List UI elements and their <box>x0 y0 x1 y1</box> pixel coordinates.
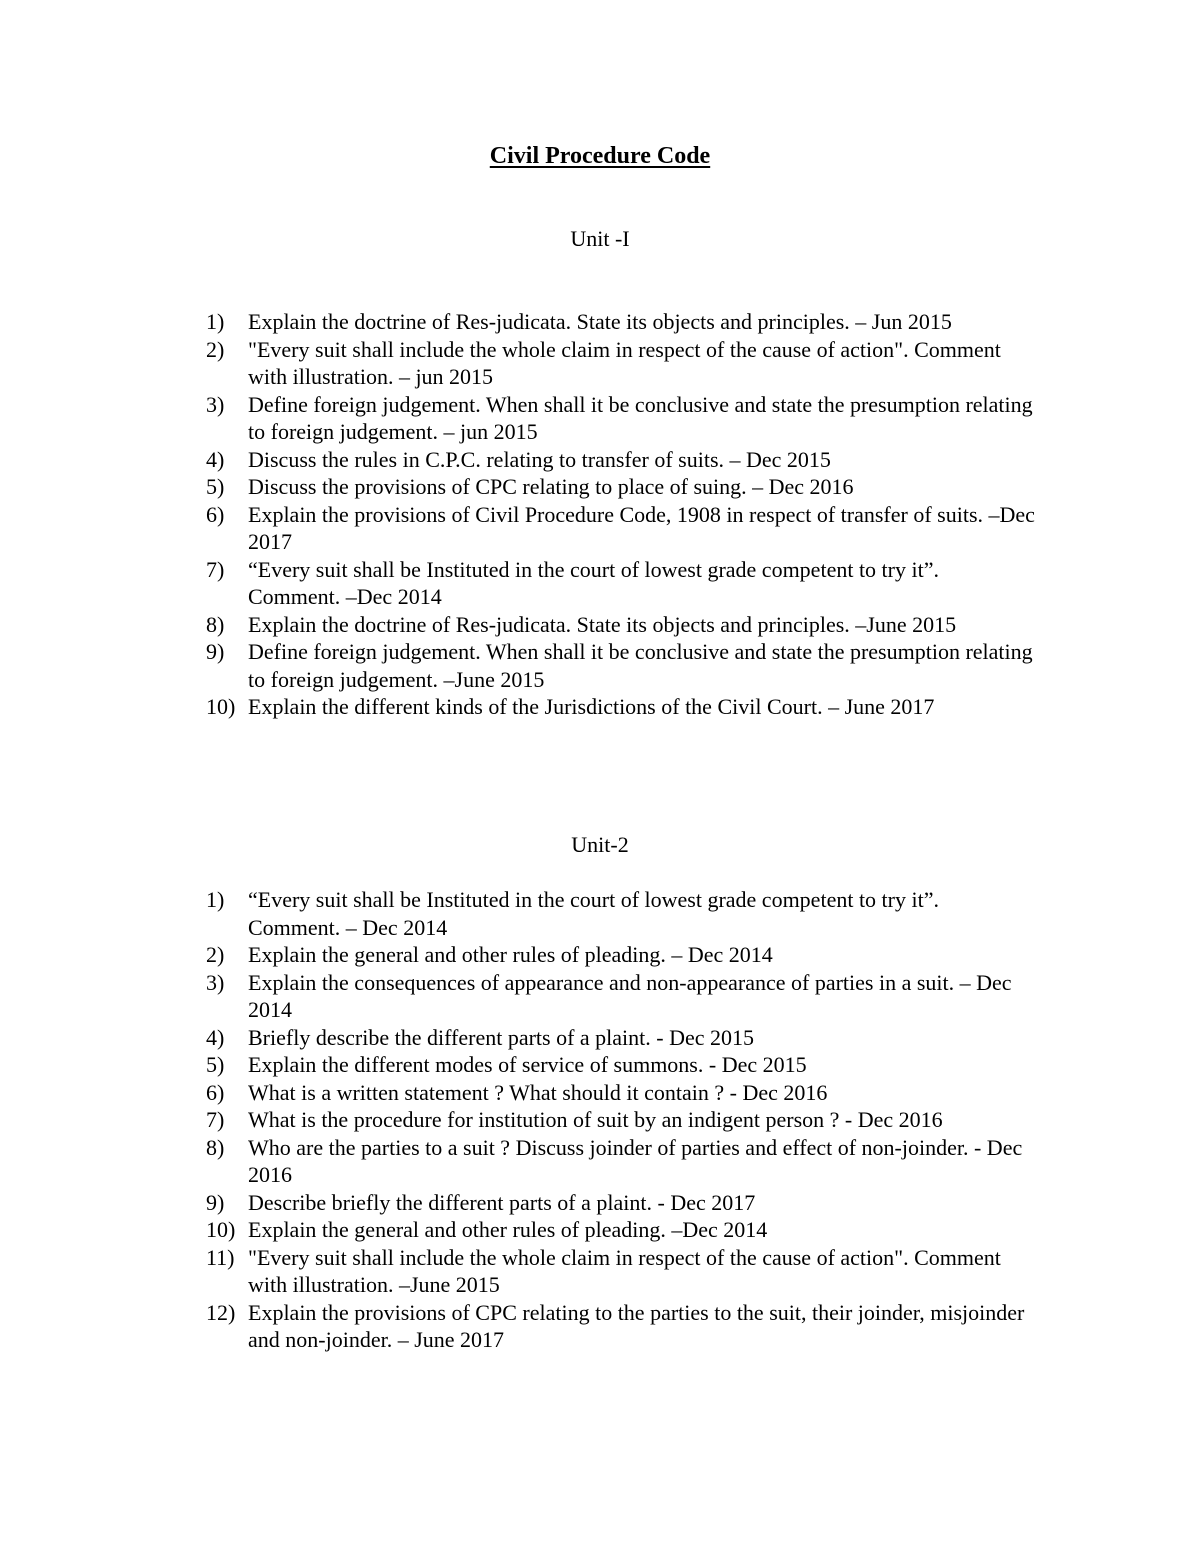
list-item <box>206 391 1036 446</box>
list-item <box>206 501 1036 556</box>
unit-1-question-list <box>206 308 1036 721</box>
question-text: Explain the general and other rules of pleading. –Dec 2014 <box>248 1217 768 1242</box>
question-number: 10) <box>206 1217 236 1242</box>
question-number: 6) <box>206 1079 225 1105</box>
list-item <box>206 886 1036 941</box>
question-number: 8) <box>206 611 225 637</box>
question-number: 3) <box>206 391 225 417</box>
page-title <box>0 140 1200 172</box>
question-text: Explain the general and other rules of pleading. – Dec 2014 <box>248 942 773 967</box>
page-title-text: Civil Procedure Code <box>489 143 711 169</box>
question-text: Define foreign judgement. When shall it be conclusive and state the presumption relating to foreign judgement. –June 2015 <box>248 639 1033 692</box>
question-number: 1) <box>206 309 225 334</box>
question-number: 12) <box>206 1299 236 1325</box>
question-text: Briefly describe the different parts of a plaint. - Dec 2015 <box>248 1024 755 1050</box>
unit-1-heading: Unit -I <box>570 226 630 251</box>
question-number: 1) <box>206 887 225 912</box>
list-item <box>206 638 1036 693</box>
unit-2-heading: Unit-2 <box>571 832 629 857</box>
question-text: What is the procedure for institution of suit by an indigent person ? - Dec 2016 <box>248 1107 943 1132</box>
question-text: Explain the different kinds of the Jurisdictions of the Civil Court. – June 2017 <box>248 694 935 719</box>
question-text: “Every suit shall be Instituted in the court of lowest grade competent to try it”. Comment. – Dec 2014 <box>248 887 939 940</box>
question-number: 11) <box>206 1244 235 1270</box>
list-item <box>206 1024 1036 1052</box>
question-text: Explain the provisions of CPC relating to the parties to the suit, their joinder, misjoinder and non-joinder. – June 2017 <box>248 1299 1025 1352</box>
list-item <box>206 446 1036 474</box>
question-number: 5) <box>206 474 225 499</box>
question-text: "Every suit shall include the whole claim in respect of the cause of action". Comment with illustration. – jun 2015 <box>248 336 1001 389</box>
question-number: 7) <box>206 556 225 582</box>
question-text: What is a written statement ? What should it contain ? - Dec 2016 <box>248 1079 828 1105</box>
list-item <box>206 336 1036 391</box>
list-item <box>206 1051 1036 1079</box>
question-number: 2) <box>206 942 225 967</box>
question-number: 9) <box>206 1189 225 1215</box>
list-item <box>206 556 1036 611</box>
question-number: 4) <box>206 1024 225 1050</box>
list-item <box>206 473 1036 501</box>
question-text: Describe briefly the different parts of a plaint. - Dec 2017 <box>248 1189 756 1215</box>
question-text: Explain the provisions of Civil Procedure Code, 1908 in respect of transfer of suits. –Dec 2017 <box>248 501 1035 554</box>
list-item <box>206 1134 1036 1189</box>
question-number: 9) <box>206 639 225 664</box>
list-item <box>206 1216 1036 1244</box>
question-text: "Every suit shall include the whole claim in respect of the cause of action". Comment with illustration. –June 2015 <box>248 1244 1001 1297</box>
list-item <box>206 941 1036 969</box>
question-number: 4) <box>206 446 225 472</box>
list-item <box>206 611 1036 639</box>
list-item <box>206 308 1036 336</box>
list-item <box>206 1106 1036 1134</box>
question-text: Define foreign judgement. When shall it be conclusive and state the presumption relating to foreign judgement. – jun 2015 <box>248 391 1033 444</box>
question-number: 6) <box>206 501 225 527</box>
list-item <box>206 693 1036 721</box>
question-text: Who are the parties to a suit ? Discuss joinder of parties and effect of non-joinder. - Dec 2016 <box>248 1134 1023 1187</box>
question-number: 8) <box>206 1134 225 1160</box>
question-text: Discuss the rules in C.P.C. relating to transfer of suits. – Dec 2015 <box>248 446 831 472</box>
question-text: Explain the doctrine of Res-judicata. State its objects and principles. – Jun 2015 <box>248 309 952 334</box>
question-number: 2) <box>206 336 225 362</box>
question-text: “Every suit shall be Instituted in the court of lowest grade competent to try it”. Comment. –Dec 2014 <box>248 556 939 609</box>
question-number: 10) <box>206 694 236 719</box>
question-text: Discuss the provisions of CPC relating to place of suing. – Dec 2016 <box>248 474 854 499</box>
list-item <box>206 1299 1036 1354</box>
list-item <box>206 1189 1036 1217</box>
question-number: 5) <box>206 1052 225 1077</box>
unit-2-question-list <box>206 886 1036 1354</box>
list-item <box>206 969 1036 1024</box>
list-item <box>206 1079 1036 1107</box>
question-text: Explain the different modes of service of summons. - Dec 2015 <box>248 1052 807 1077</box>
list-item <box>206 1244 1036 1299</box>
question-number: 3) <box>206 969 225 995</box>
question-text: Explain the doctrine of Res-judicata. State its objects and principles. –June 2015 <box>248 611 957 637</box>
question-text: Explain the consequences of appearance and non-appearance of parties in a suit. – Dec 2014 <box>248 969 1012 1022</box>
question-number: 7) <box>206 1107 225 1132</box>
